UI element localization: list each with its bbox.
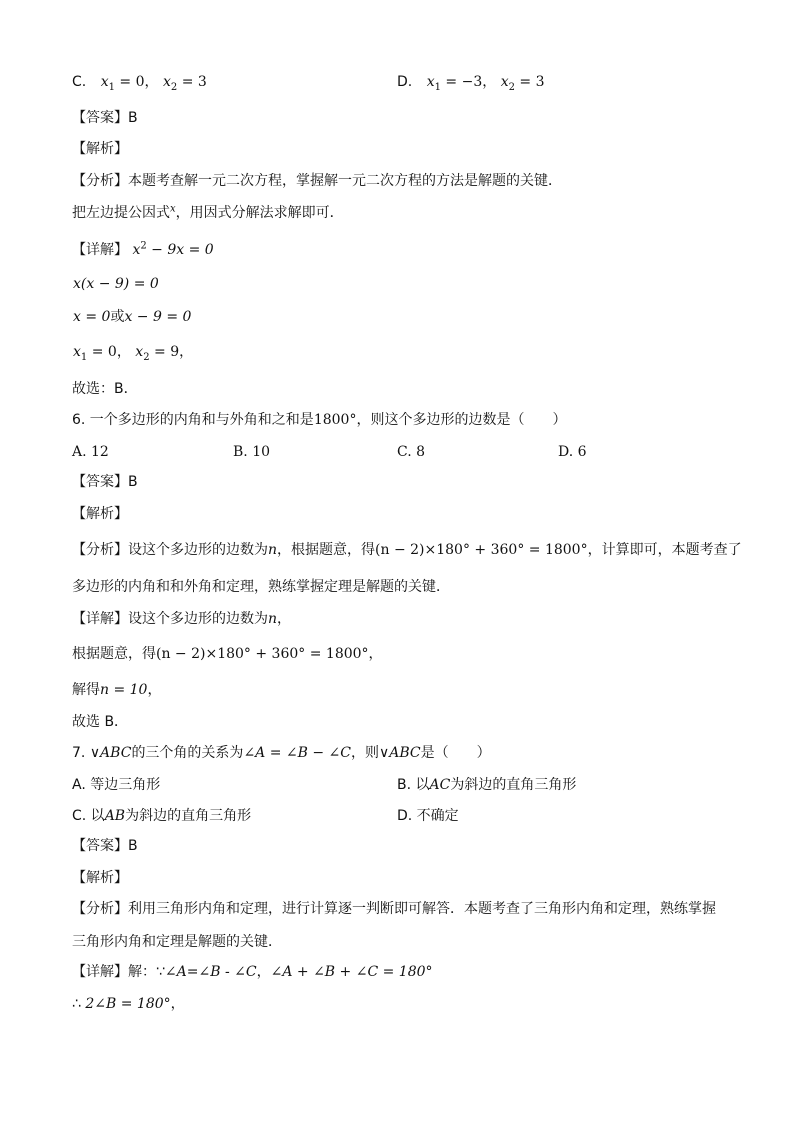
q6-answer: 【答案】B: [72, 474, 138, 490]
q6-detail3: 解得n = 10，: [72, 682, 162, 698]
q7-stem: 7. ∨ABC的三个角的关系为∠A = ∠B − ∠C，则∨ABC是（ ）: [72, 745, 491, 761]
q5-conclusion: 故选：B．: [72, 381, 138, 397]
q5-hint: 把左边提公因式$^x$，用因式分解法求解即可．: [72, 203, 344, 221]
q5-option-c: C. $x_1 = 0$， $x_2 = 3$: [72, 74, 207, 93]
q5-detail-step1: 【详解】 $x^2 - 9x = 0$: [72, 240, 214, 258]
q6-stem: 6. 一个多边形的内角和与外角和之和是1800°，则这个多边形的边数是（ ）: [72, 412, 567, 428]
q7-analysis-line1: 【分析】利用三角形内角和定理，进行计算逐一判断即可解答．本题考查了三角形内角和定理，熟练掌握: [72, 901, 716, 917]
q7-detail2: ∴ 2∠B = 180°，: [72, 996, 185, 1012]
q5-detail-step2: x(x − 9) = 0: [73, 276, 159, 292]
q7-analysis-line2: 三角形内角和定理是解题的关键．: [72, 934, 282, 950]
q5-answer: 【答案】B: [72, 110, 138, 126]
q6-jiexi-heading: 【解析】: [72, 506, 128, 522]
q5-jiexi-heading: 【解析】: [72, 141, 128, 157]
q6-detail1: 【详解】设这个多边形的边数为n，: [72, 611, 292, 627]
q6-analysis-line2: 多边形的内角和和外角和定理，熟练掌握定理是解题的关键．: [72, 579, 450, 595]
q6-detail2: 根据题意，得(n − 2)×180° + 360° = 1800°，: [72, 646, 383, 662]
q7-option-c: C. 以AB为斜边的直角三角形: [72, 808, 252, 824]
q7-option-d: D. 不确定: [397, 808, 459, 824]
q6-option-a: A. 12: [72, 444, 109, 460]
q7-answer: 【答案】B: [72, 838, 138, 854]
q6-analysis-line1: 【分析】设这个多边形的边数为n，根据题意，得(n − 2)×180° + 360° = 1800°，计算即可，本题考查了: [72, 542, 742, 558]
q6-conclusion: 故选 B．: [72, 714, 129, 730]
q7-jiexi-heading: 【解析】: [72, 870, 128, 886]
q5-detail-step3: x = 0或x − 9 = 0: [73, 309, 192, 325]
q5-detail-step4: $x_1 = 0$， $x_2 = 9$，: [73, 344, 194, 363]
q6-option-c: C. 8: [397, 444, 426, 460]
q6-option-b: B. 10: [233, 444, 271, 460]
q7-option-b: B. 以AC为斜边的直角三角形: [397, 777, 577, 793]
q5-option-d: D. $x_1 = -3$， $x_2 = 3$: [397, 74, 545, 93]
q7-option-a: A. 等边三角形: [72, 777, 161, 793]
q7-detail1: 【详解】解：∵∠A=∠B - ∠C，∠A + ∠B + ∠C = 180°: [72, 964, 433, 980]
q5-analysis: 【分析】本题考查解一元二次方程，掌握解一元二次方程的方法是解题的关键．: [72, 173, 562, 189]
q6-option-d: D. 6: [558, 444, 587, 460]
